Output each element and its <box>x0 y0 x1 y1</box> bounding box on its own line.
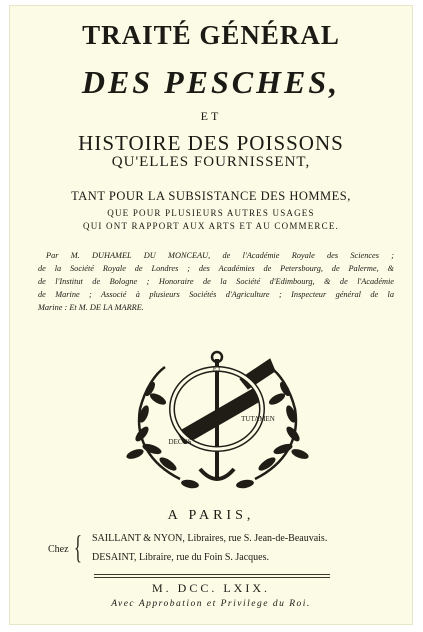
fasces-wreath-icon <box>120 339 315 499</box>
ribbon-left-text: DECUS <box>168 438 192 446</box>
subtitle-line-2: QUE POUR PLUSIEURS AUTRES USAGES <box>107 208 315 218</box>
brace-icon: { <box>74 530 82 566</box>
title-line-4: HISTOIRE DES POISSONS <box>78 131 344 155</box>
author-line-4: de Marine ; Associé à plusieurs Sociétés d'Agriculture ; Inspecteur général de la <box>38 290 394 299</box>
imprint-place: A PARIS, <box>167 508 255 523</box>
ribbon-top-text: ET <box>212 365 222 373</box>
title-line-5: QU'ELLES FOURNISSENT, <box>111 154 311 170</box>
title-line-1: TRAITÉ GÉNÉRAL <box>82 20 340 50</box>
title-line-2: DES PESCHES, <box>81 64 341 100</box>
subtitle-line-3: QUI ONT RAPPORT AUX ARTS ET AU COMMERCE. <box>83 221 339 231</box>
author-line-5: Marine : Et M. DE LA MARRE. <box>38 303 144 312</box>
imprint-date: M. DCC. LXIX. <box>151 581 270 595</box>
divider <box>94 574 330 578</box>
subtitle-line-1: TANT POUR LA SUBSISTANCE DES HOMMES, <box>71 189 351 203</box>
publisher-block <box>36 529 386 569</box>
approbation-line: Avec Approbation et Privilege du Roi. <box>111 599 311 609</box>
author-line-2: de la Société Royale de Londres ; des Académies de Petersbourg, de Palerme, & <box>38 264 394 273</box>
publisher-line-1: SAILLANT & NYON, Libraires, rue S. Jean-de-Beauvais. <box>92 533 328 544</box>
chez-label: Chez <box>48 544 69 555</box>
title-conjunction: ET <box>200 109 222 123</box>
author-line-1: Par M. DUHAMEL DU MONCEAU, de l'Académie Royale des Sciences ; <box>46 251 394 260</box>
title-page <box>9 5 413 625</box>
ribbon-right-text: TUTAMEN <box>241 415 275 423</box>
author-line-3: de l'Institut de Bologne ; Honoraire de la Société d'Edimbourg, & de l'Académie <box>38 277 394 286</box>
publisher-line-2: DESAINT, Libraire, rue du Foin S. Jacques. <box>92 552 270 563</box>
